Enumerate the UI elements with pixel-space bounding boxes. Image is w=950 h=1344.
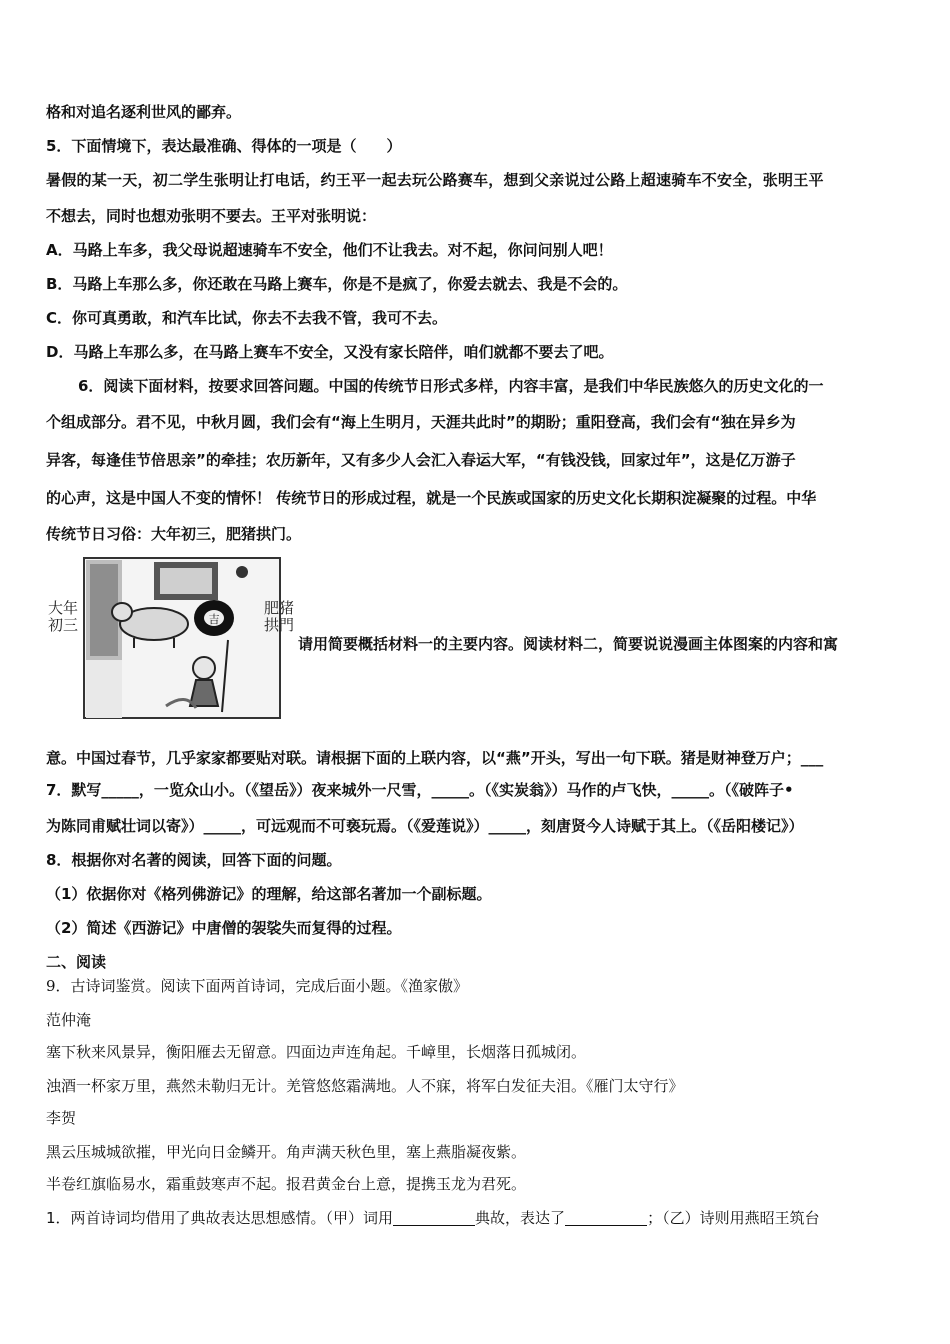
- text-line: 的心声，这是中国人不变的情怀！ 传统节日的形成过程，就是一个民族或国家的历史文化长期积淀凝聚的过程。中华: [46, 489, 817, 507]
- cartoon-image: [46, 556, 296, 720]
- question-8: 8．根据你对名著的阅读，回答下面的问题。: [46, 851, 342, 869]
- option-b: B．马路上车那么多，你还敢在马路上赛车，你是不是疯了，你爱去就去、我是不会的。: [46, 275, 628, 293]
- poem-line: 塞下秋来风景异，衡阳雁去无留意。四面边声连角起。千嶂里，长烟落日孤城闭。: [46, 1043, 587, 1061]
- poem-author: 李贺: [46, 1109, 77, 1127]
- sub-question-1-part-c: ；（乙）诗则用燕昭王筑台: [647, 1209, 820, 1227]
- cartoon-right-caption: 肥猪拱門: [263, 599, 294, 634]
- text-line: 异客，每逢佳节倍思亲”的牵挂；农历新年，又有多少人会汇入春运大军，“有钱没钱，回家过年”，这是亿万游子: [46, 451, 796, 469]
- section-heading: 二、阅读: [46, 953, 107, 971]
- poem-line: 半卷红旗临易水，霜重鼓寒声不起。报君黄金台上意，提携玉龙为君死。: [46, 1175, 527, 1193]
- option-a: A．马路上车多，我父母说超速骑车不安全，他们不让我去。对不起，你问问别人吧！: [46, 241, 613, 259]
- text-line: 传统节日习俗：大年初三，肥猪拱门。: [46, 525, 302, 543]
- text-line: 格和对追名逐利世风的鄙弃。: [46, 103, 242, 121]
- poem-line: 浊酒一杯家万里，燕然未勒归无计。羌管悠悠霜满地。人不寐，将军白发征夫泪。《雁门太守行》: [46, 1077, 684, 1095]
- question-9: 9．古诗词鉴赏。阅读下面两首诗词，完成后面小题。《渔家傲》: [46, 977, 469, 995]
- poem-author: 范仲淹: [46, 1011, 92, 1029]
- jar-label: 吉: [208, 613, 220, 626]
- sub-question-1-part-b: 典故，表达了: [475, 1209, 566, 1227]
- text-line: 暑假的某一天，初二学生张明让打电话，约王平一起去玩公路赛车，想到父亲说过公路上超速骑车不安全，张明王平: [46, 171, 824, 189]
- cartoon-left-caption: 大年初三: [47, 599, 78, 634]
- sub-question-1: [46, 1208, 910, 1228]
- poem-line: 黑云压城城欲摧，甲光向日金鳞开。角声满天秋色里，塞上燕脂凝夜紫。: [46, 1143, 527, 1161]
- sub-question-1-part-a: 1．两首诗词均借用了典故表达思想感情。（甲）词用: [46, 1209, 394, 1227]
- question-5: 5．下面情境下，表达最准确、得体的一项是（ ）: [46, 137, 402, 155]
- answer-blank[interactable]: [393, 1211, 475, 1226]
- figure-side-text: 请用简要概括材料一的主要内容。阅读材料二，简要说说漫画主体图案的内容和寓: [298, 635, 839, 653]
- text-line: 意。中国过春节，几乎家家都要贴对联。请根据下面的上联内容，以“燕”开头，写出一句下联。猪是财神登万户；___: [46, 749, 824, 767]
- option-c: C．你可真勇敢，和汽车比试，你去不去我不管，我可不去。: [46, 309, 448, 327]
- text-line: 不想去，同时也想劝张明不要去。王平对张明说：: [46, 207, 377, 225]
- option-d: D．马路上车那么多，在马路上赛车不安全，又没有家长陪伴，咱们就都不要去了吧。: [46, 343, 614, 361]
- answer-blank[interactable]: [565, 1211, 647, 1226]
- text-line: 为陈同甫赋壮词以寄》）_____，可远观而不可亵玩焉。（《爱莲说》）_____，刻唐贤今人诗赋于其上。（《岳阳楼记》）: [46, 817, 804, 835]
- question-7: 7．默写_____，一览众山小。（《望岳》）夜来城外一尺雪，_____。（《实炭翁》）马作的卢飞快，_____。（《破阵子•: [46, 781, 794, 799]
- text-line: 个组成部分。君不见，中秋月圆，我们会有“海上生明月，天涯共此时”的期盼；重阳登高，我们会有“独在异乡为: [46, 413, 796, 431]
- question-8-1: （1）依据你对《格列佛游记》的理解，给这部名著加一个副标题。: [46, 885, 492, 903]
- question-8-2: （2）简述《西游记》中唐僧的袈裟失而复得的过程。: [46, 919, 402, 937]
- question-6: 6．阅读下面材料，按要求回答问题。中国的传统节日形式多样，内容丰富，是我们中华民族悠久的历史文化的一: [78, 377, 824, 395]
